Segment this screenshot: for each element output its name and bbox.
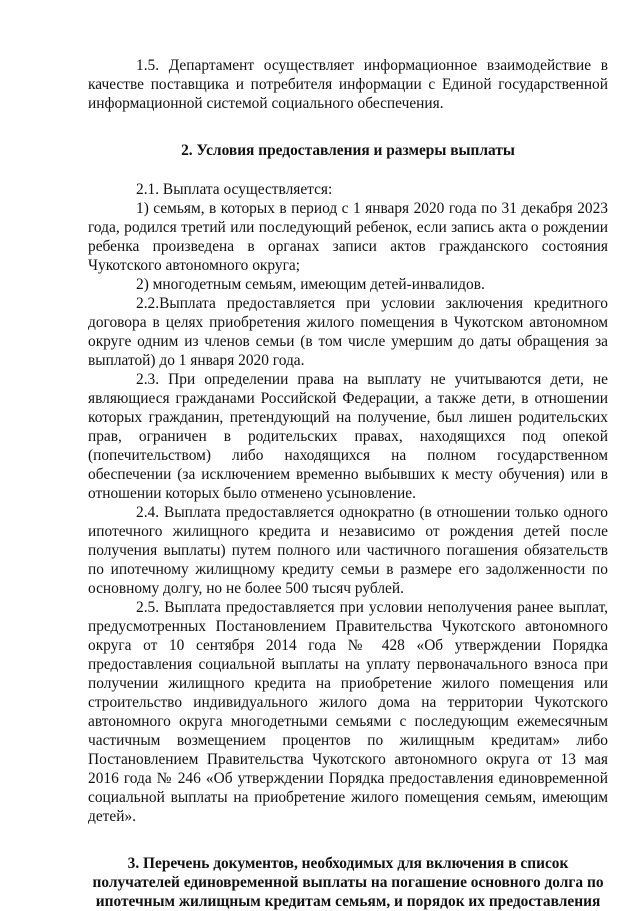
list-item-1: 1) семьям, в которых в период с 1 января 2020 года по 31 декабря 2023 года, родился третий или последующий ребенок, если запись акта о рождении ребенка произведена в органах записи актов гражданского состояния Чукотского автономного округа; xyxy=(88,200,608,274)
paragraph-2-4: 2.4. Выплата предоставляется однократно (в отношении только одного ипотечного жилищного кредита и независимо от рождения детей после получения выплаты) путем полного или частичного погашения обязательств по ипотечному жилищному кредиту семьи в размере его задолженности по основному долгу, но не более 500 тысяч рублей. xyxy=(88,504,608,597)
list-item-2: 2) многодетным семьям, имеющим детей-инвалидов. xyxy=(136,276,485,293)
section-3-heading xyxy=(88,854,608,911)
paragraph-2-1: 2.1. Выплата осуществляется: xyxy=(136,181,333,198)
section-2-heading: 2. Условия предоставления и размеры выплаты xyxy=(181,142,515,159)
spacer xyxy=(88,113,608,141)
section-3-heading-line: получателей единовременной выплаты на погашение основного долга по xyxy=(92,874,604,891)
paragraph-1-5: 1.5. Департамент осуществляет информационное взаимодействие в качестве поставщика и потребителя информации с Единой государственной информационной системой социального обеспечения. xyxy=(88,57,608,112)
paragraph-2-5: 2.5. Выплата предоставляется при условии неполучения ранее выплат, предусмотренных Постановлением Правительства Чукотского автономного округа от 10 сентября 2014 года № 428 «Об утверждении Порядка предоставления социальной выплаты на уплату первоначального взноса при получении жилищного кредита на приобретение жилого помещения или строительство индивидуального жилого дома на территории Чукотского автономного округа многодетными семьями с последующим ежемесячным частичным возмещением процентов по жилищным кредитам» либо Постановлением Правительства Чукотского автономного округа от 13 мая 2016 года № 246 «Об утверждении Порядка предоставления единовременной социальной выплаты на приобретение жилого помещения семьям, имеющим детей». xyxy=(88,599,608,825)
paragraph-2-2: 2.2.Выплата предоставляется при условии заключения кредитного договора в целях приобретения жилого помещения в Чукотском автономном округе одним из членов семьи (в том числе умершим до даты обращения за выплатой) до 1 января 2020 года. xyxy=(88,295,608,369)
section-3-heading-line: 3. Перечень документов, необходимых для включения в список xyxy=(127,855,569,872)
paragraph-2-3: 2.3. При определении права на выплату не учитываются дети, не являющиеся гражданами Российской Федерации, а также дети, в отношении которых гражданин, претендующий на получение, был лишен родительских прав, ограничен в родительских правах, находящихся под опекой (попечительством) либо находящихся на полном государственном обеспечении (за исключением временно выбывших к месту обучения) или в отношении которых было отменено усыновление. xyxy=(88,371,608,502)
spacer xyxy=(88,160,608,180)
spacer xyxy=(88,826,608,854)
section-3-heading-line: ипотечным жилищным кредитам семьям, и порядок их предоставления xyxy=(95,893,601,910)
